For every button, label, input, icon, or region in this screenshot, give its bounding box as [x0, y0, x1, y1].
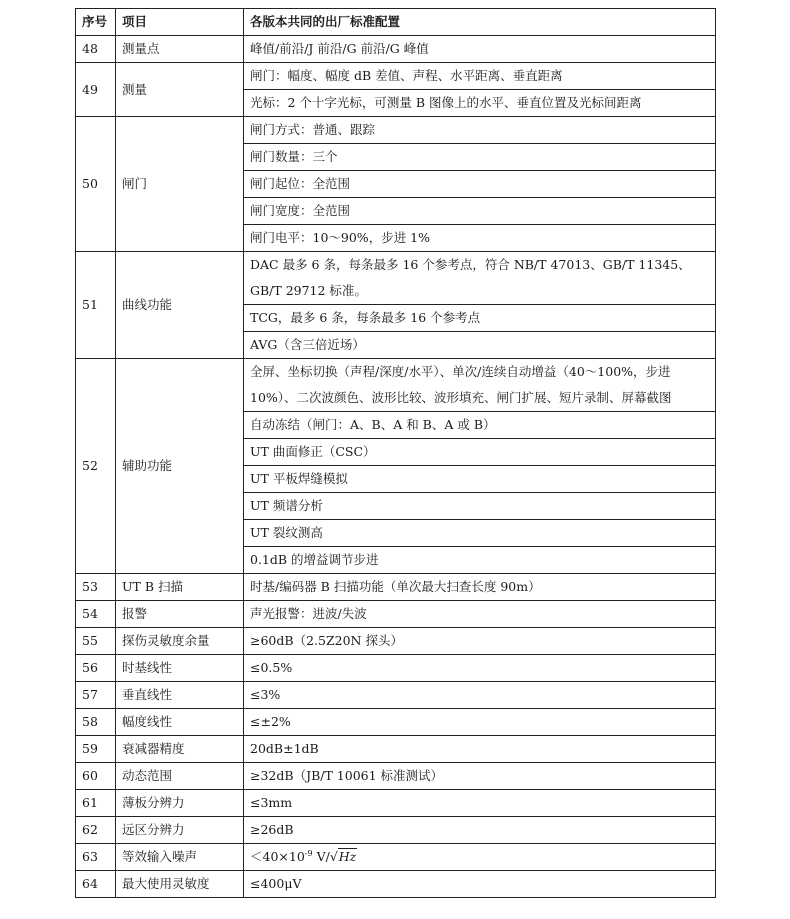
row-number: 54 — [76, 601, 116, 628]
row-spec: DAC 最多 6 条，每条最多 16 个参考点，符合 NB/T 47013、GB/T 11345、GB/T 29712 标准。 — [244, 252, 716, 305]
header-item: 项目 — [116, 9, 244, 36]
table-row — [76, 252, 716, 305]
table-row — [76, 871, 716, 898]
row-spec: ≤0.5% — [244, 655, 716, 682]
row-number: 58 — [76, 709, 116, 736]
noise-unit: V/ — [312, 849, 330, 864]
spec-table — [75, 8, 716, 898]
row-spec: 闸门：幅度、幅度 dB 差值、声程、水平距离、垂直距离 — [244, 63, 716, 90]
row-spec — [244, 844, 716, 871]
table-row — [76, 601, 716, 628]
row-item: 衰减器精度 — [116, 736, 244, 763]
row-item: 辅助功能 — [116, 359, 244, 574]
row-item: 幅度线性 — [116, 709, 244, 736]
noise-value: ＜40×10 — [250, 849, 305, 864]
table-row — [76, 359, 716, 412]
row-number: 51 — [76, 252, 116, 359]
row-number: 60 — [76, 763, 116, 790]
row-item: 等效输入噪声 — [116, 844, 244, 871]
row-spec: 闸门方式：普通、跟踪 — [244, 117, 716, 144]
row-number: 55 — [76, 628, 116, 655]
row-number: 50 — [76, 117, 116, 252]
table-row — [76, 117, 716, 144]
row-spec: UT 平板焊缝模拟 — [244, 466, 716, 493]
row-item: 曲线功能 — [116, 252, 244, 359]
row-spec: 峰值/前沿/J 前沿/G 前沿/G 峰值 — [244, 36, 716, 63]
row-number: 49 — [76, 63, 116, 117]
sqrt-radicand: Hz — [338, 849, 357, 864]
table-row — [76, 655, 716, 682]
row-number: 63 — [76, 844, 116, 871]
table-row — [76, 763, 716, 790]
row-spec: UT 裂纹测高 — [244, 520, 716, 547]
row-spec: 闸门起位：全范围 — [244, 171, 716, 198]
row-spec: 闸门数量：三个 — [244, 144, 716, 171]
header-config: 各版本共同的出厂标准配置 — [244, 9, 716, 36]
row-number: 62 — [76, 817, 116, 844]
row-spec: 自动冻结（闸门：A、B、A 和 B、A 或 B） — [244, 412, 716, 439]
table-row — [76, 790, 716, 817]
row-spec: ≤3% — [244, 682, 716, 709]
table-row — [76, 817, 716, 844]
row-number: 64 — [76, 871, 116, 898]
row-item: 时基线性 — [116, 655, 244, 682]
row-spec: ≥32dB（JB/T 10061 标准测试） — [244, 763, 716, 790]
row-spec: UT 曲面修正（CSC） — [244, 439, 716, 466]
row-number: 59 — [76, 736, 116, 763]
row-number: 48 — [76, 36, 116, 63]
row-item: 最大使用灵敏度 — [116, 871, 244, 898]
row-number: 56 — [76, 655, 116, 682]
row-item: 报警 — [116, 601, 244, 628]
row-item: 远区分辨力 — [116, 817, 244, 844]
row-spec: 20dB±1dB — [244, 736, 716, 763]
row-spec: ≤±2% — [244, 709, 716, 736]
table-row — [76, 574, 716, 601]
table-row — [76, 36, 716, 63]
header-no: 序号 — [76, 9, 116, 36]
row-number: 57 — [76, 682, 116, 709]
row-number: 61 — [76, 790, 116, 817]
row-spec: 时基/编码器 B 扫描功能（单次最大扫查长度 90m） — [244, 574, 716, 601]
row-item: 垂直线性 — [116, 682, 244, 709]
table-row — [76, 844, 716, 871]
row-spec: ≤3mm — [244, 790, 716, 817]
row-item: 测量点 — [116, 36, 244, 63]
row-spec: ≤400μV — [244, 871, 716, 898]
table-row — [76, 63, 716, 90]
table-row — [76, 682, 716, 709]
row-spec: UT 频谱分析 — [244, 493, 716, 520]
row-number: 52 — [76, 359, 116, 574]
row-number: 53 — [76, 574, 116, 601]
row-spec: AVG（含三倍近场） — [244, 332, 716, 359]
row-spec: 声光报警：进波/失波 — [244, 601, 716, 628]
row-item: UT B 扫描 — [116, 574, 244, 601]
row-item: 测量 — [116, 63, 244, 117]
row-spec: ≥26dB — [244, 817, 716, 844]
row-spec: 0.1dB 的增益调节步进 — [244, 547, 716, 574]
table-row — [76, 709, 716, 736]
sqrt-symbol: √ — [329, 849, 338, 864]
row-spec: 全屏、坐标切换（声程/深度/水平）、单次/连续自动增益（40～100%，步进 10%）、二次波颜色、波形比较、波形填充、闸门扩展、短片录制、屏幕截图 — [244, 359, 716, 412]
row-item: 动态范围 — [116, 763, 244, 790]
row-item: 薄板分辨力 — [116, 790, 244, 817]
table-row — [76, 628, 716, 655]
row-spec: 闸门宽度：全范围 — [244, 198, 716, 225]
row-item: 探伤灵敏度余量 — [116, 628, 244, 655]
row-spec: ≥60dB（2.5Z20N 探头） — [244, 628, 716, 655]
row-spec: 光标：2 个十字光标，可测量 B 图像上的水平、垂直位置及光标间距离 — [244, 90, 716, 117]
row-spec: TCG，最多 6 条，每条最多 16 个参考点 — [244, 305, 716, 332]
table-header-row — [76, 9, 716, 36]
table-row — [76, 736, 716, 763]
row-spec: 闸门电平：10～90%，步进 1% — [244, 225, 716, 252]
row-item: 闸门 — [116, 117, 244, 252]
noise-exponent: -9 — [304, 848, 313, 858]
